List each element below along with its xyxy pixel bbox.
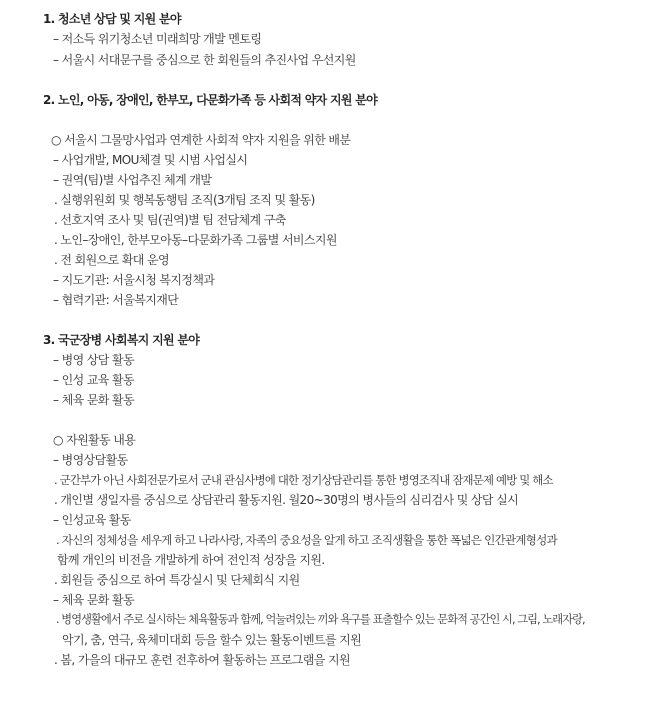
list-item-continuation: 악기, 춤, 연극, 육체미대회 등을 할수 있는 활동이벤트를 지원 (62, 633, 362, 647)
list-item: . 실행위원회 및 행복동행팀 조직(3개팀 조직 및 활동) (54, 193, 315, 207)
list-item: – 인성교육 활동 (53, 513, 131, 527)
section-2-heading: 2. 노인, 아동, 장애인, 한부모, 다문화가족 등 사회적 약자 지원 분야 (43, 93, 378, 107)
list-item: – 저소득 위기청소년 미래희망 개발 멘토링 (53, 32, 262, 46)
list-item: – 권역(팀)별 사업추진 체계 개발 (53, 173, 212, 187)
list-item: . 군간부가 아닌 사회전문가로서 군내 관심사병에 대한 정기상담관리를 통한 병영조직내 잠재문제 예방 및 해소 (54, 473, 553, 487)
list-item: – 지도기관: 서울시청 복지정책과 (53, 273, 215, 287)
list-item: – 서울시 서대문구를 중심으로 한 회원들의 추진사업 우선지원 (53, 53, 356, 67)
list-item-continuation: 함께 개인의 비전을 개발하게 하여 전인적 성장을 지원. (57, 553, 325, 567)
list-item: – 병영상담활동 (53, 453, 128, 467)
list-item: . 노인–장애인, 한부모아동–다문화가족 그룹별 서비스지원 (54, 233, 337, 247)
list-item: ○ 자원활동 내용 (53, 433, 136, 447)
list-item: – 체육 문화 활동 (53, 393, 134, 407)
list-item: . 전 회원으로 확대 운영 (54, 253, 170, 267)
section-3-heading: 3. 국군장병 사회복지 지원 분야 (43, 333, 200, 347)
list-item: . 자신의 정체성을 세우게 하고 나라사랑, 자족의 중요성을 알게 하고 조직생활을 통한 폭넓은 인간관계형성과 (56, 533, 557, 547)
list-item: . 봄, 가을의 대규모 훈련 전후하여 활동하는 프로그램을 지원 (54, 653, 350, 667)
list-item: – 병영 상담 활동 (53, 353, 134, 367)
list-item: ○ 서울시 그물망사업과 연계한 사회적 약자 지원을 위한 배분 (51, 133, 351, 147)
section-1-heading: 1. 청소년 상담 및 지원 분야 (43, 12, 181, 26)
list-item: . 회원들 중심으로 하여 특강실시 및 단체회식 지원 (54, 573, 300, 587)
list-item: . 선호지역 조사 및 팀(권역)별 팀 전담체계 구축 (54, 213, 286, 227)
list-item: . 개인별 생일자를 중심으로 상담관리 활동지원. 월20~30명의 병사들의 심리검사 및 상담 실시 (54, 493, 519, 507)
list-item: – 인성 교육 활동 (53, 373, 134, 387)
list-item: – 사업개발, MOU체결 및 시범 사업실시 (53, 153, 248, 167)
list-item: . 병영생활에서 주로 실시하는 체육활동과 함께, 억눌려있는 끼와 욕구를 표출할수 있는 문화적 공간인 시, 그림, 노래자랑, (56, 613, 585, 626)
list-item: – 체육 문화 활동 (53, 593, 134, 607)
list-item: – 협력기관: 서울복지재단 (53, 293, 179, 307)
